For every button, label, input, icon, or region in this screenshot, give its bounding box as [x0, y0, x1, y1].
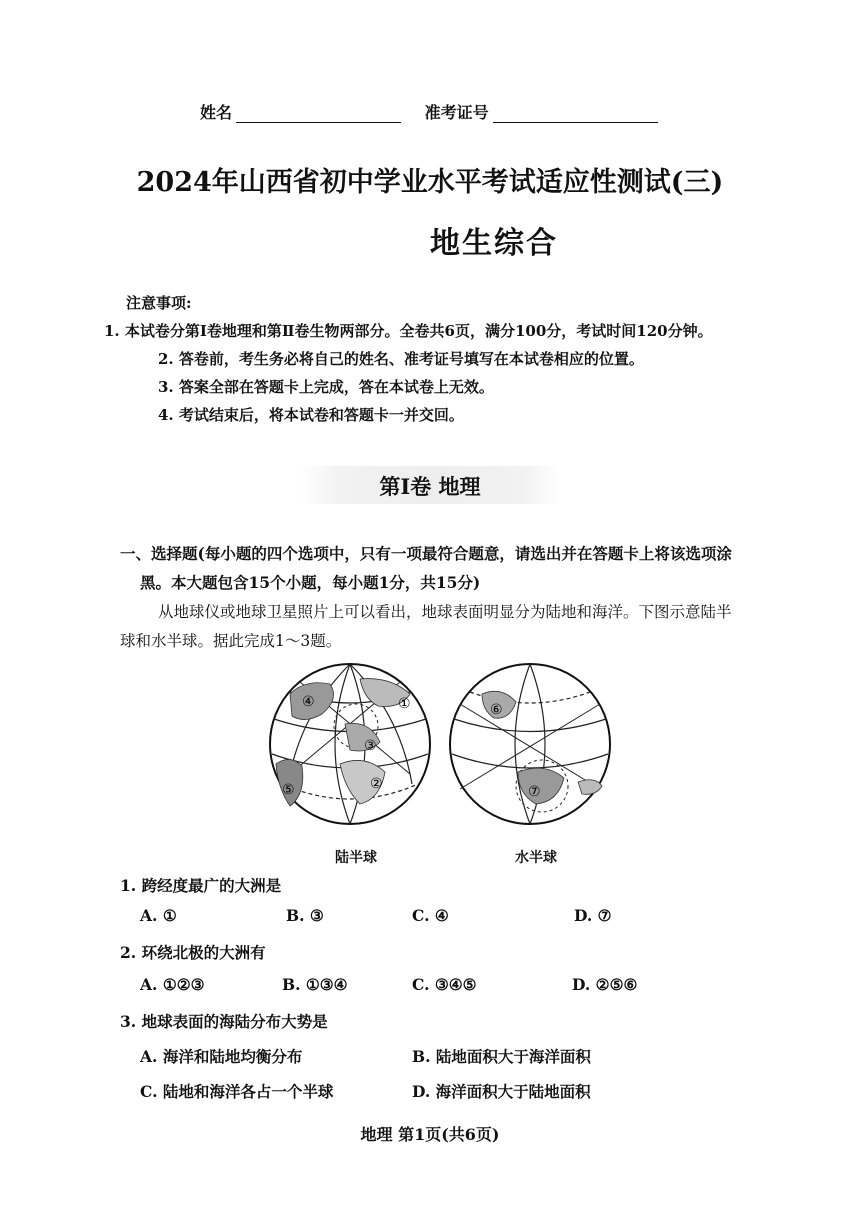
question-stem: 3. 地球表面的海陆分布大势是 — [120, 1012, 328, 1031]
notice-item: 4. 考试结束后，将本试卷和答题卡一并交回。 — [158, 406, 464, 424]
marker-land-2: ② — [370, 776, 383, 792]
option-d: D. 海洋面积大于陆地面积 — [412, 1082, 591, 1101]
marker-land-4: ④ — [302, 694, 315, 710]
question-stem: 2. 环绕北极的大洲有 — [120, 943, 266, 962]
name-label: 姓名 — [200, 103, 233, 122]
question-stem: 1. 跨经度最广的大洲是 — [120, 876, 282, 895]
notice-item: 3. 答案全部在答题卡上完成，答在本试卷上无效。 — [158, 378, 494, 396]
option-b: B. 陆地面积大于海洋面积 — [412, 1047, 591, 1066]
option-c: C. 陆地和海洋各占一个半球 — [140, 1082, 334, 1101]
intro-text: 球和水半球。据此完成1～3题。 — [120, 632, 342, 650]
subject-title: 地生综合 — [430, 226, 558, 261]
marker-land-5: ⑤ — [282, 782, 295, 798]
land-hemisphere-globe — [270, 664, 430, 824]
option-d: D. ⑦ — [574, 906, 612, 925]
option-a: A. 海洋和陆地均衡分布 — [140, 1047, 303, 1066]
part-instruction: 一、选择题(每小题的四个选项中，只有一项最符合题意，请选出并在答题卡上将该选项涂 — [120, 544, 732, 563]
intro-text: 从地球仪或地球卫星照片上可以看出，地球表面明显分为陆地和海洋。下图示意陆半 — [158, 603, 732, 621]
land-hemisphere-caption: 陆半球 — [335, 850, 377, 866]
page-footer: 地理 第1页(共6页) — [360, 1125, 500, 1144]
water-hemisphere-caption: 水半球 — [515, 850, 557, 866]
exam-id-label: 准考证号 — [424, 103, 489, 122]
name-blank — [236, 108, 401, 123]
hemispheres-figure — [260, 654, 620, 834]
marker-water-6: ⑥ — [490, 702, 503, 718]
exam-title: 2024年山西省初中学业水平考试适应性测试(三) — [136, 167, 724, 198]
option-b: B. ①③④ — [282, 975, 348, 994]
option-a: A. ①②③ — [140, 975, 205, 994]
section-title: 第Ⅰ卷 地理 — [379, 474, 481, 499]
part-instruction: 黑。本大题包含15个小题，每小题1分，共15分) — [140, 573, 481, 592]
option-d: D. ②⑤⑥ — [572, 975, 638, 994]
marker-water-7: ⑦ — [528, 784, 541, 800]
exam-id-blank — [493, 108, 658, 123]
option-b: B. ③ — [286, 906, 324, 925]
marker-land-3: ③ — [364, 738, 377, 754]
option-c: C. ③④⑤ — [412, 975, 477, 994]
notice-item: 2. 答卷前，考生务必将自己的姓名、准考证号填写在本试卷相应的位置。 — [158, 350, 644, 368]
option-a: A. ① — [140, 906, 177, 925]
option-c: C. ④ — [412, 906, 449, 925]
header-fields — [200, 100, 676, 123]
notice-title: 注意事项: — [126, 294, 192, 312]
notice-item: 1. 本试卷分第Ⅰ卷地理和第Ⅱ卷生物两部分。全卷共6页，满分100分，考试时间120分钟。 — [104, 322, 713, 340]
marker-land-1: ① — [398, 696, 411, 712]
water-hemisphere-globe — [450, 664, 610, 824]
